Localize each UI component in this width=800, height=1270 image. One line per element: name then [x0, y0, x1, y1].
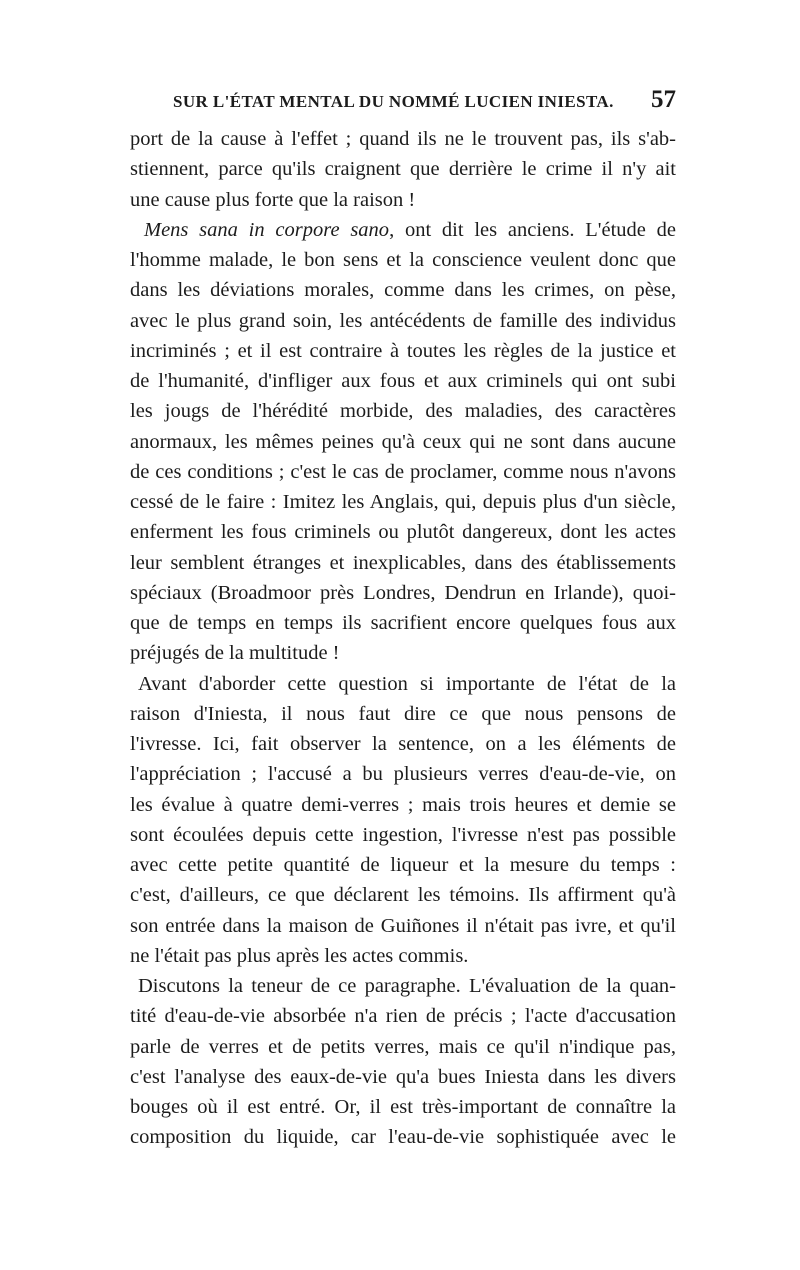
text-line: cessé de le faire : Imitez les Anglais, qui, depuis plus d'un siècle, [130, 491, 676, 513]
running-title: SUR L'ÉTAT MENTAL DU NOMMÉ LUCIEN INIESTA. [173, 92, 614, 111]
text-line: une cause plus forte que la raison ! [130, 188, 416, 211]
text-line: sont écoulées depuis cette ingestion, l'ivresse n'est pas possible [130, 823, 676, 846]
page-number: 57 [651, 86, 676, 113]
text-line: de l'humanité, d'infliger aux fous et aux criminels qui ont subi [130, 370, 676, 392]
text-line: les jougs de l'hérédité morbide, des maladies, des caractères [130, 400, 676, 423]
paragraph-start-line [130, 215, 676, 245]
text-line: avec cette petite quantité de liqueur et la mesure du temps : [130, 854, 676, 876]
text-line: parle de verres et de petits verres, mais ce qu'il n'indique pas, [130, 1035, 676, 1058]
text-line: tité d'eau-de-vie absorbée n'a rien de précis ; l'acte d'accusation [130, 1005, 676, 1028]
text-line: dans les déviations morales, comme dans les crimes, on pèse, [130, 279, 676, 302]
text-line: bouges où il est entré. Or, il est très-important de connaître la [130, 1096, 676, 1118]
paragraph-start-line: Avant d'aborder cette question si importante de l'état de la [138, 672, 676, 695]
text-line: avec le plus grand soin, les antécédents de famille des individus [130, 309, 676, 332]
text-line: l'homme malade, le bon sens et la conscience veulent donc que [130, 249, 676, 271]
text-line: ne l'était pas plus après les actes commis. [130, 944, 469, 967]
body-text [130, 124, 676, 1153]
text-line: l'ivresse. Ici, fait observer la sentence, on a les éléments de [130, 733, 676, 755]
latin-quote: Mens sana in corpore sano [144, 218, 390, 241]
text-line: préjugés de la multitude ! [130, 642, 340, 665]
text-line: composition du liquide, car l'eau-de-vie sophistiquée avec le [130, 1126, 676, 1149]
running-header [130, 88, 676, 124]
text-line: stiennent, parce qu'ils craignent que derrière le crime il n'y ait [130, 158, 676, 181]
text-line: spéciaux (Broadmoor près Londres, Dendrun en Irlande), quoi- [130, 581, 676, 604]
text-line: enferment les fous criminels ou plutôt dangereux, dont les actes [130, 521, 676, 544]
text-line: que de temps en temps ils sacrifient encore quelques fous aux [130, 612, 676, 634]
text-line: anormaux, les mêmes peines qu'à ceux qui ne sont dans aucune [130, 430, 676, 453]
text-line-rest: , ont dit les anciens. L'étude de [389, 218, 676, 241]
text-line: port de la cause à l'effet ; quand ils ne le trouvent pas, ils s'ab- [130, 128, 676, 150]
text-line: les évalue à quatre demi-verres ; mais trois heures et demie se [130, 793, 676, 816]
text-line: leur semblent étranges et inexplicables, dans des établissements [130, 551, 676, 574]
text-line: raison d'Iniesta, il nous faut dire ce que nous pensons de [130, 702, 676, 725]
paragraph-start-line: Discutons la teneur de ce paragraphe. L'évaluation de la quan- [138, 975, 676, 997]
text-line: de ces conditions ; c'est le cas de proclamer, comme nous n'avons [130, 460, 676, 483]
text-line: c'est l'analyse des eaux-de-vie qu'a bues Iniesta dans les divers [130, 1065, 676, 1088]
book-page [130, 88, 676, 1153]
text-line: c'est, d'ailleurs, ce que déclarent les témoins. Ils affirment qu'à [130, 884, 676, 907]
text-line: son entrée dans la maison de Guiñones il n'était pas ivre, et qu'il [130, 914, 676, 937]
text-line: l'appréciation ; l'accusé a bu plusieurs verres d'eau-de-vie, on [130, 763, 676, 786]
text-line: incriminés ; et il est contraire à toutes les règles de la justice et [130, 339, 676, 362]
